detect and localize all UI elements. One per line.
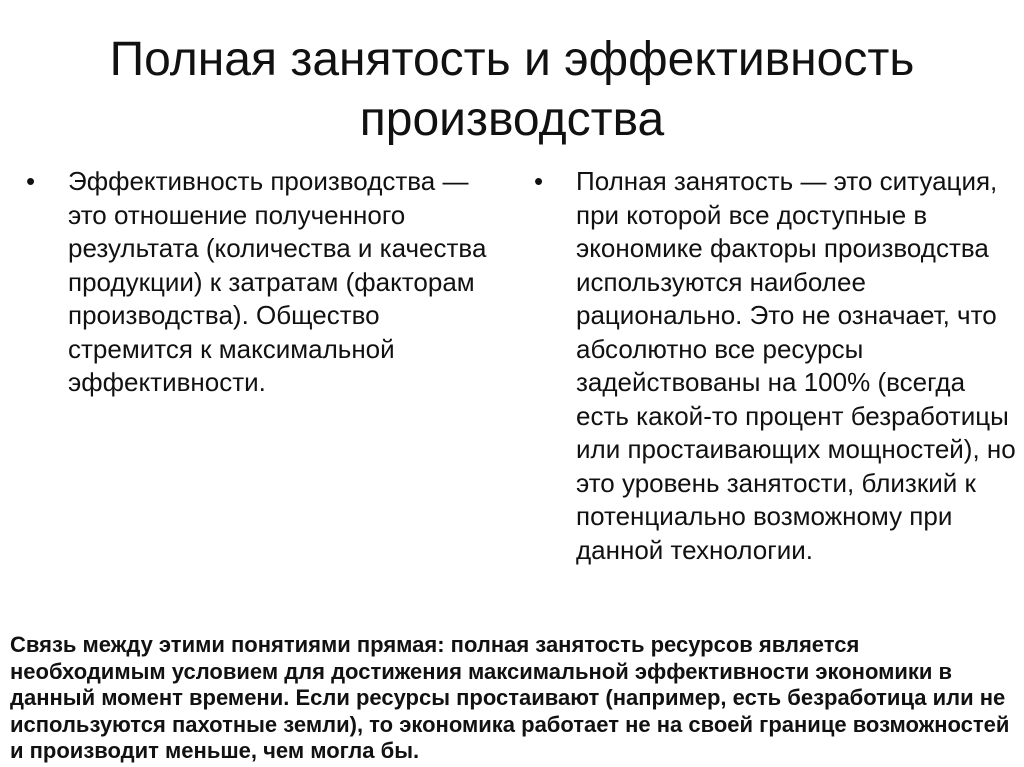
bullet-text-efficiency: Эффективность производства — это отношение полученного результата (количества и качества продукции) к затратам (факторам производства). Общество стремится к максимальной эффективности.: [68, 166, 487, 397]
right-column: [528, 165, 1024, 567]
bullet-item-full-employment: [528, 165, 1024, 567]
left-column: [20, 165, 500, 400]
slide-title: Полная занятость и эффективность производства: [109, 33, 915, 146]
bullet-item-efficiency: [20, 165, 500, 400]
bullet-marker: •: [534, 166, 544, 196]
conclusion-paragraph: Связь между этими понятиями прямая: полная занятость ресурсов является необходимым условием для достижения максимальной эффективности экономики в данный момент времени. Если ресурсы простаивают (например, есть безработица или не используются пахотные земли), то экономика работает не на своей границе возможностей и производит меньше, чем могла бы.: [10, 632, 1010, 763]
bullet-text-full-employment: Полная занятость — это ситуация, при которой все доступные в экономике факторы производства используются наиболее рационально. Это не означает, что абсолютно все ресурсы задействованы на 100% (всегда есть какой-то процент безработицы или простаивающих мощностей), но это уровень занятости, близкий к потенциально возможному при данной технологии.: [576, 166, 1016, 565]
bullet-marker: •: [26, 166, 36, 196]
